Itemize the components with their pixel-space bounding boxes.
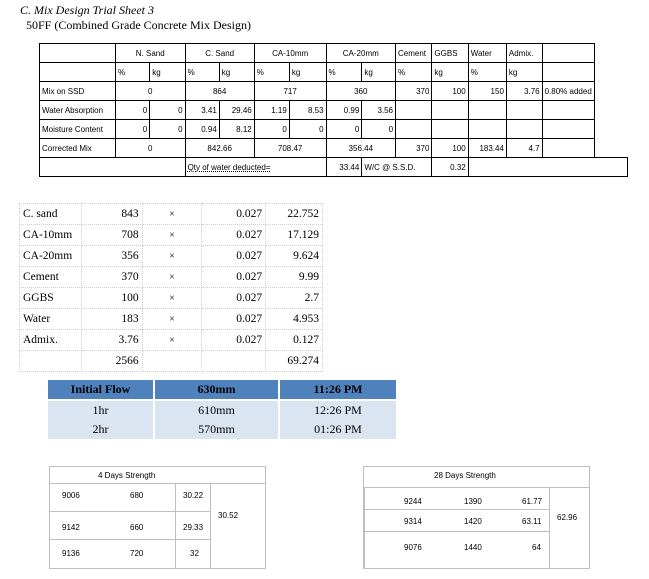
- s28-load: 1390: [464, 497, 482, 506]
- flow-table: [48, 380, 396, 439]
- cell: 8.53: [289, 101, 326, 120]
- calc-qty: 843: [81, 204, 142, 225]
- cell: 100: [432, 82, 468, 101]
- wc-value: 0.32: [432, 158, 468, 177]
- strength-28day-box: [363, 466, 590, 569]
- unit-pct: %: [254, 63, 289, 82]
- calc-times: ×: [142, 204, 202, 225]
- calc-factor: 0.027: [202, 204, 266, 225]
- calc-qty: 370: [81, 267, 142, 288]
- mix-row-moisture: [40, 120, 628, 139]
- mix-row-corrected: [40, 139, 628, 158]
- calc-material: Cement: [20, 267, 82, 288]
- calc-times: ×: [142, 309, 202, 330]
- calc-row: [20, 309, 323, 330]
- calc-result: 0.127: [266, 330, 323, 351]
- calc-result: 17.129: [266, 225, 323, 246]
- row-label: Water Absorption: [40, 101, 116, 120]
- unit-kg: kg: [432, 63, 468, 82]
- cell: 708.47: [254, 139, 326, 158]
- unit-kg: kg: [219, 63, 254, 82]
- cell: 370: [396, 82, 432, 101]
- calc-row: [20, 246, 323, 267]
- cell: 0: [362, 120, 396, 139]
- col-water: Water: [468, 44, 506, 63]
- cell: 3.41: [185, 101, 219, 120]
- strength-4day-box: [49, 466, 266, 569]
- unit-pct: %: [115, 63, 149, 82]
- unit-kg: kg: [506, 63, 542, 82]
- calc-row: [20, 204, 323, 225]
- s4-average: 30.52: [218, 511, 239, 520]
- cell: 360: [326, 82, 395, 101]
- calc-times: ×: [142, 225, 202, 246]
- cell: 0: [289, 120, 326, 139]
- cell: 29.46: [219, 101, 254, 120]
- calc-qty: 183: [81, 309, 142, 330]
- cell: 356.44: [326, 139, 395, 158]
- calc-result: 22.752: [266, 204, 323, 225]
- mix-header-row: [40, 44, 628, 63]
- cell: 0: [326, 120, 362, 139]
- calc-times: ×: [142, 246, 202, 267]
- cell: 150: [468, 82, 506, 101]
- flow-cell: 01:26 PM: [279, 420, 396, 439]
- s4-id: 9006: [62, 491, 80, 500]
- unit-kg: kg: [150, 63, 185, 82]
- calc-result: 4.953: [266, 309, 323, 330]
- mix-design-table: [39, 43, 628, 177]
- cell: 0: [115, 139, 185, 158]
- cell: 717: [254, 82, 326, 101]
- s4-id: 9136: [62, 549, 80, 558]
- calc-times: ×: [142, 330, 202, 351]
- qty-water-value: 33.44: [326, 158, 362, 177]
- calc-factor: 0.027: [202, 246, 266, 267]
- flow-header-cell: 11:26 PM: [279, 380, 396, 400]
- s28-id: 9314: [404, 517, 422, 526]
- cell: 0: [115, 82, 185, 101]
- s4-mpa: 32: [190, 549, 199, 558]
- unit-kg: kg: [289, 63, 326, 82]
- s28-id: 9076: [404, 543, 422, 552]
- calc-material: Admix.: [20, 330, 82, 351]
- calc-material: C. sand: [20, 204, 82, 225]
- calc-total-row: [20, 351, 323, 372]
- row-label: Mix on SSD: [40, 82, 116, 101]
- flow-cell: 12:26 PM: [279, 400, 396, 420]
- cell-note: 0.80% added: [542, 82, 594, 101]
- calc-result: 9.99: [266, 267, 323, 288]
- flow-header-cell: Initial Flow: [48, 380, 154, 400]
- row-label: Moisture Content: [40, 120, 116, 139]
- s4-load: 660: [130, 523, 144, 532]
- unit-pct: %: [396, 63, 432, 82]
- mix-row-ssd: [40, 82, 628, 101]
- s28-mpa: 63.11: [522, 517, 542, 526]
- mix-row-absorption: [40, 101, 628, 120]
- calc-qty: 708: [81, 225, 142, 246]
- cell: 183.44: [468, 139, 506, 158]
- flow-cell: 570mm: [154, 420, 279, 439]
- cell: 0.99: [326, 101, 362, 120]
- calc-total-result: 69.274: [266, 351, 323, 372]
- calc-qty: 356: [81, 246, 142, 267]
- calc-material: GGBS: [20, 288, 82, 309]
- unit-kg: kg: [362, 63, 396, 82]
- s28-id: 9244: [404, 497, 422, 506]
- calc-factor: 0.027: [202, 330, 266, 351]
- col-nsand: N. Sand: [115, 44, 185, 63]
- calc-row: [20, 225, 323, 246]
- s28-load: 1420: [464, 517, 482, 526]
- s4-mpa: 29.33: [183, 523, 204, 532]
- col-csand: C. Sand: [185, 44, 254, 63]
- flow-row: [48, 400, 396, 420]
- row-label: Corrected Mix: [40, 139, 116, 158]
- unit-pct: %: [185, 63, 219, 82]
- s28-mpa: 64: [532, 543, 541, 552]
- unit-pct: %: [468, 63, 506, 82]
- cell: 0.94: [185, 120, 219, 139]
- col-ca10: CA-10mm: [254, 44, 326, 63]
- unit-pct: %: [326, 63, 362, 82]
- cell: 0: [115, 120, 149, 139]
- calc-row: [20, 330, 323, 351]
- cell: 842.66: [185, 139, 254, 158]
- strength-4day-title: 4 Days Strength: [98, 471, 156, 480]
- cell: 100: [432, 139, 468, 158]
- col-cement: Cement: [396, 44, 432, 63]
- mix-footer-row: [40, 158, 628, 177]
- s28-average: 62.96: [557, 513, 578, 522]
- cell: 3.56: [362, 101, 396, 120]
- cell: 0: [115, 101, 149, 120]
- s4-id: 9142: [62, 523, 80, 532]
- cell: 0: [150, 120, 185, 139]
- s4-mpa: 30.22: [183, 491, 204, 500]
- calc-factor: 0.027: [202, 225, 266, 246]
- flow-cell: 1hr: [92, 403, 109, 417]
- mix-header-blank: [40, 44, 116, 63]
- col-admix: Admix.: [506, 44, 542, 63]
- calc-total-qty: 2566: [81, 351, 142, 372]
- cell: 3.76: [506, 82, 542, 101]
- mix-unit-row: [40, 63, 628, 82]
- calc-qty: 100: [81, 288, 142, 309]
- calc-material: CA-20mm: [20, 246, 82, 267]
- flow-header-cell: 630mm: [154, 380, 279, 400]
- calc-times: ×: [142, 267, 202, 288]
- cell: 370: [396, 139, 432, 158]
- calc-row: [20, 288, 323, 309]
- calc-result: 9.624: [266, 246, 323, 267]
- calc-factor: 0.027: [202, 309, 266, 330]
- section-heading: C. Mix Design Trial Sheet 3: [20, 3, 154, 17]
- calc-factor: 0.027: [202, 267, 266, 288]
- calc-table: [19, 203, 323, 372]
- flow-row: [48, 420, 396, 439]
- qty-water-label: Qty of water deducted=: [185, 158, 326, 177]
- s4-load: 680: [130, 491, 144, 500]
- calc-result: 2.7: [266, 288, 323, 309]
- cell: 4.7: [506, 139, 542, 158]
- col-ggbs: GGBS: [432, 44, 468, 63]
- strength-28day-title: 28 Days Strength: [434, 471, 496, 480]
- mix-header-blank: [542, 44, 594, 63]
- calc-material: Water: [20, 309, 82, 330]
- calc-row: [20, 267, 323, 288]
- calc-qty: 3.76: [81, 330, 142, 351]
- calc-times: ×: [142, 288, 202, 309]
- flow-cell: 610mm: [154, 400, 279, 420]
- cell: 0: [254, 120, 289, 139]
- s28-mpa: 61.77: [522, 497, 543, 506]
- s4-load: 720: [130, 549, 144, 558]
- flow-header-row: [48, 380, 396, 400]
- cell: 1.19: [254, 101, 289, 120]
- section-subtitle: 50FF (Combined Grade Concrete Mix Design): [26, 18, 251, 32]
- cell: 0: [150, 101, 185, 120]
- calc-factor: 0.027: [202, 288, 266, 309]
- cell: 8.12: [219, 120, 254, 139]
- flow-cell: 2hr: [48, 420, 154, 439]
- col-ca20: CA-20mm: [326, 44, 395, 63]
- s28-load: 1440: [464, 543, 482, 552]
- calc-material: CA-10mm: [20, 225, 82, 246]
- cell: 864: [185, 82, 254, 101]
- wc-label: W/C @ S.S.D.: [362, 158, 432, 177]
